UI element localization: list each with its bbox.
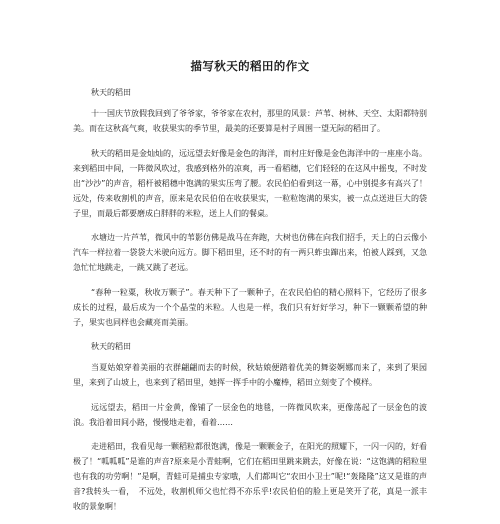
paragraph: 十一国庆节放假我回到了爷爷家，爷爷家在农村，那里的风景：芦苇、树林、天空、太阳都特别美。而在这秋高气爽，收获果实的季节里，最美的还要算是村子周围一望无际的稻田了。 [73,109,427,133]
document-page [73,0,427,517]
article-title: 描写秋天的稻田的作文 [190,59,310,73]
paragraph: 水塘边一片芦苇，微风中的苇影仿佛是战马在奔跑，大树也仿佛在向我们招手，天上的白云像小汽车一样拉着一袋袋大米驶向远方。脚下稻田里，还不时的有一两只蚱虫蹿出来，怕被人踩到，又急急忙忙地跳走，一跳又跳了老远。 [73,233,427,272]
paragraph: 秋天的稻田是金灿灿的，远远望去好像是金色的海洋，而村庄好像是金色海洋中的一座座小岛。来到稻田中间，一阵微风吹过，我感到格外的凉爽，再一看稻穗，它们轻轻的在这风中摇曳，不时发出“沙沙”的声音，稻杆被稻穗中饱满的果实压弯了腰。农民伯伯看到这一幕，心中别提多有高兴了！远处，传来收割机的声音，原来是农民伯伯在收获果实，一粒粒饱满的果实，被一点点送进巨大的袋子里，而最后都要磨成白胖胖的米粒，送上人们的餐桌。 [73,148,427,218]
paragraph: “春种一粒粟，秋收万颗子”。春天种下了一颗种子，在农民伯伯的精心照料下，它经历了很多成长的过程，最后成为一个个晶莹的米粒。人也是一样，我们只有好好学习，种下一颗颗希望的种子，果实也同样也会藏亮而美丽。 [73,287,427,327]
section-heading: 秋天的稻田 [91,342,131,351]
section-heading: 秋天的稻田 [91,88,131,97]
article-body [73,85,427,524]
paragraph: 当夏姑娘穿着美丽的衣群翩翩而去的时候，秋姑娘便踏着优美的舞姿婀娜而来了，来到了果园里，来到了山坡上，也来到了稻田里，她挥一挥手中的小魔棒，稻田立刻变了个模样。 [73,363,427,387]
paragraph: 走进稻田，我看见每一颗稻粒都很饱满，像是一颗颗金子，在阳光的照耀下，一闪一闪的，好看极了！“呱呱呱”是谁的声音?原来是小青蛙啊，它们在稻田里跳来跳去，好像在说：“这饱满的稻粒里也有我的功劳啊！”是啊，青蛙可是捕虫专家哦，人们都叫它“农田小卫士”呢!“轰隆隆”这又是谁的声音?我转头一看， 不远处，收割机师父也忙得不亦乐乎!农民伯伯的脸上更是笑开了花，真是一派丰收的景象啊！ [73,442,427,511]
paragraph: 远远望去，稻田一片金黄，像铺了一层金色的地毯，一阵微风吹来，更像荡起了一层金色的波浪。我沿着田间小路，慢慢地走着，看着…… [73,402,427,427]
